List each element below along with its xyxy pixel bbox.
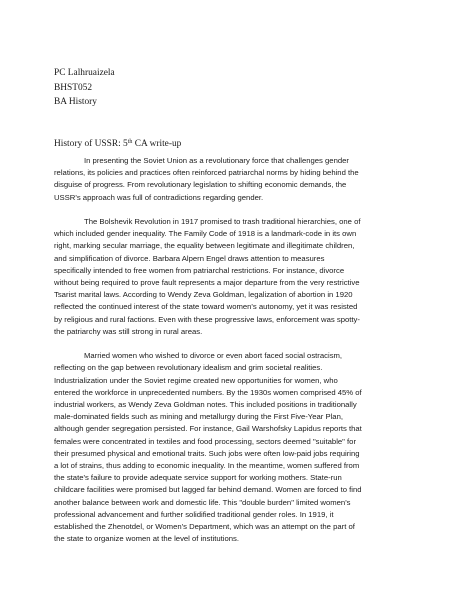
paragraph-line: specifically intended to free women from patriarchal restrictions. For instance, divorce [54,265,345,275]
paragraph [54,155,422,204]
paragraph-line: females were concentrated in textiles and food processing, sectors deemed "suitable" for [54,436,357,446]
paragraph-line: Industrialization under the Soviet regime created new opportunities for women, who [54,375,338,385]
roll-number: BHST052 [54,82,93,93]
paragraph-line: childcare facilities were promised but lagged far behind demand. Women are forced to find [54,485,362,495]
paragraph-line: and simplification of divorce. Barbara Alpern Engel draws attention to measures [54,253,325,263]
paragraph-line: male-dominated fields such as mining and metallurgy during the First Five-Year Plan, [54,412,343,422]
paragraph-line: entered the workforce in unprecedented numbers. By the 1930s women comprised 45% of [54,387,362,397]
paragraph-line: In presenting the Soviet Union as a revolutionary force that challenges gender [84,156,349,165]
paragraph-line: disguise of progress. From revolutionary legislation to shifting economic demands, the [54,180,347,190]
paragraph-line: USSR's approach was full of contradictions regarding gender. [54,192,264,202]
paragraph-line: another balance between work and domestic life. This "double burden" limited women's [54,497,351,507]
paragraph-line: although gender segregation persisted. For instance, Gail Warshofsky Lapidus reports that [54,424,362,434]
paragraph-line: the state to organize women at the level of institutions. [54,534,240,544]
paragraph-line: a lot of strains, thus adding to economic inequality. In the meantime, women suffered from [54,461,360,471]
paragraph-line: Tsarist marital laws. According to Wendy Zeva Goldman, legalization of abortion in 1920 [54,290,353,300]
title-prefix: History of USSR: 5 [54,139,128,149]
author-name: PC Lalhruaizela [54,68,115,78]
paragraph-line: without being required to prove fault represents a major departure from the very restrictive [54,278,360,288]
paragraph-line: the state's failure to provide adequate service support for working mothers. State-run [54,473,342,483]
course-name: BA History [54,97,97,108]
paragraph-line: right, marking secular marriage, the equality between legitimate and illegitimate children, [54,241,355,251]
paragraph-line: which included gender inequality. The Family Code of 1918 is a landmark-code in its own [54,229,357,239]
author-header [54,66,115,110]
paragraph [54,350,422,545]
paragraph-line: established the Zhenotdel, or Women's Department, which was an attempt on the part of [54,522,355,532]
title-suffix: CA write-up [132,139,182,149]
paragraph-line: reflecting on the gap between revolutionary idealism and grim societal realities. [54,363,323,373]
paragraph-line: the patriarchy was still strong in rural areas. [54,326,203,336]
paragraph-line: by religious and rural factions. Even with these progressive laws, enforcement was spotty- [54,314,360,324]
paragraph-line: their presumed physical and emotional traits. Such jobs were often low-paid jobs requiring [54,448,360,458]
paragraph-line: industrial workers, as Wendy Zeva Goldman notes. This included positions in traditionally [54,400,357,410]
paragraph-line: The Bolshevik Revolution in 1917 promised to trash traditional hierarchies, one of [84,217,361,226]
paragraph-line: reflected the continued interest of the state toward women's autonomy, yet it was resisted [54,302,358,312]
paragraph-line: relations, its policies and practices often reinforced patriarchal norms by hiding behind the [54,168,359,178]
document-title [54,137,181,151]
document-body [54,155,422,558]
title-superscript: th [127,139,133,145]
paragraph-line: professional advancement and further solidified traditional gender roles. In 1919, it [54,509,334,519]
paragraph-line: Married women who wished to divorce or even abort faced social ostracism, [84,351,343,361]
paragraph [54,216,422,338]
